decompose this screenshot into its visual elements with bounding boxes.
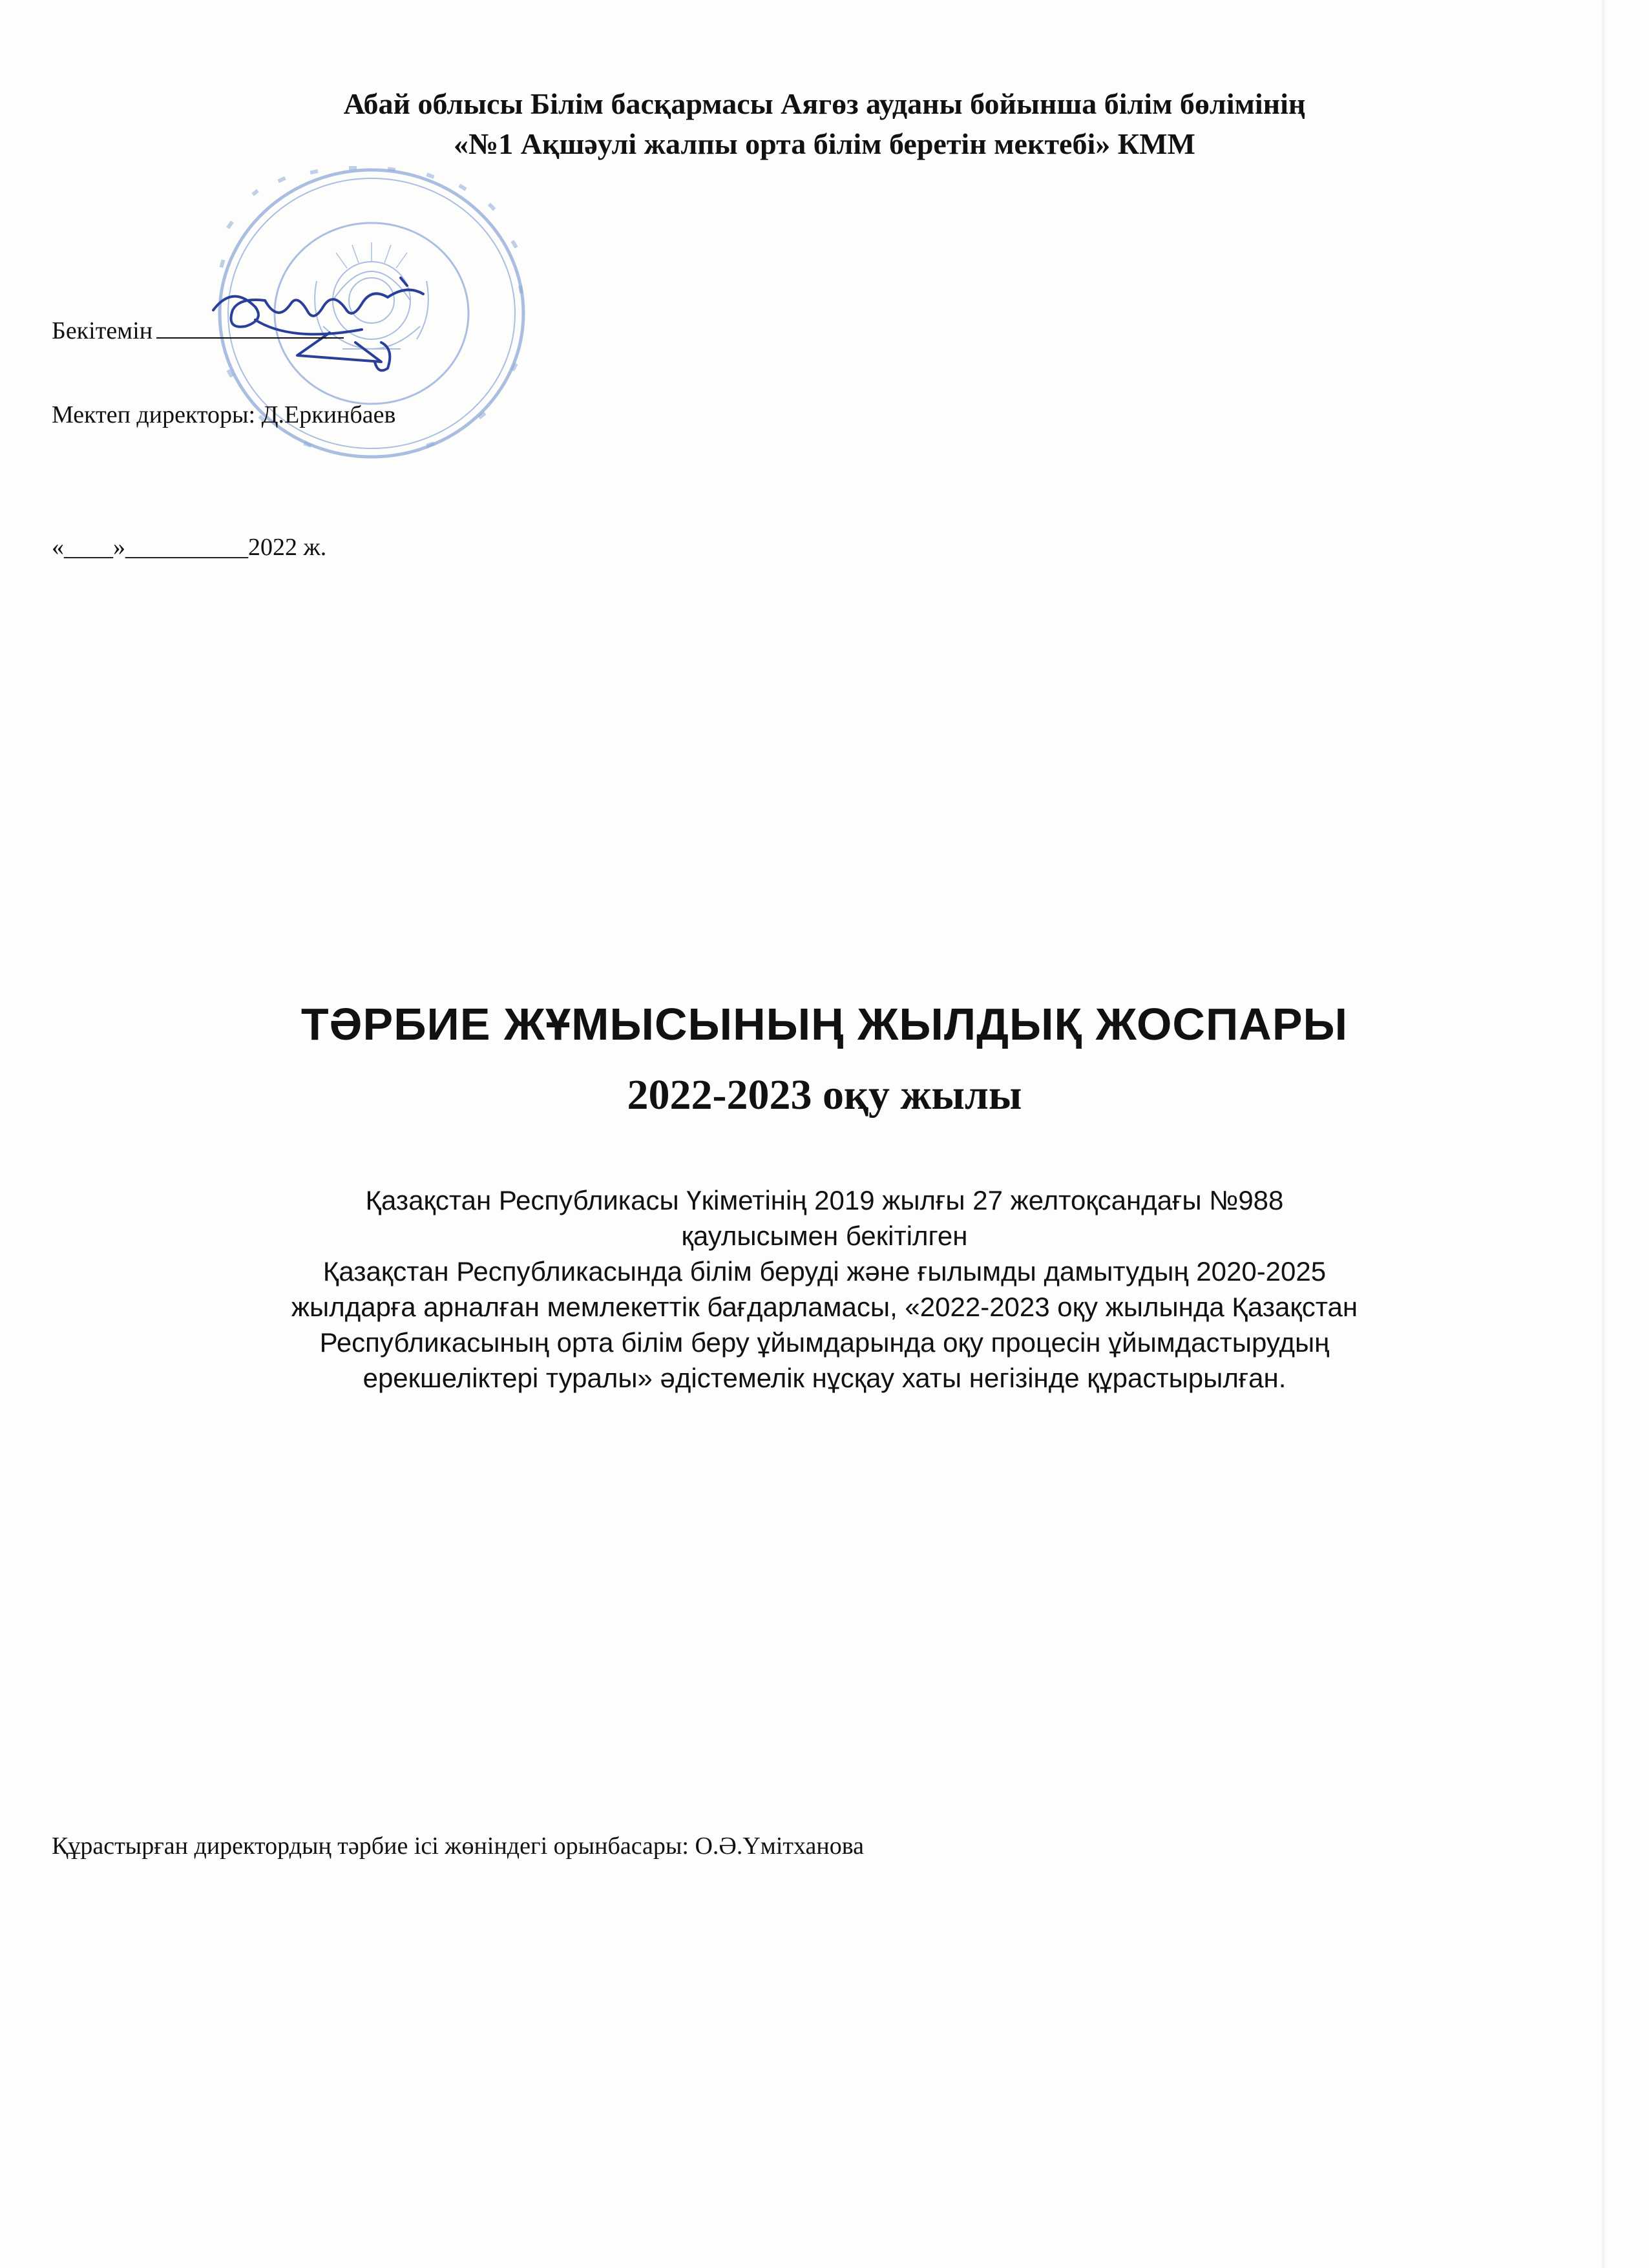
basis-line-2: қаулысымен бекітілген (681, 1221, 968, 1251)
basis-line-6: ерекшеліктері туралы» әдістемелік нұсқау хаты негізінде құрастырылған. (362, 1363, 1287, 1393)
header-line-2: «№1 Ақшәулі жалпы орта білім беретін мектебі» КММ (454, 127, 1195, 160)
approval-date: «____»__________2022 ж. (52, 534, 327, 561)
academic-year: 2022-2023 оқу жылы (627, 1071, 1022, 1118)
signature-blank (156, 318, 344, 339)
basis-line-3: Қазақстан Республикасында білім беруді және ғылымды дамытудың 2020-2025 (322, 1256, 1327, 1286)
basis-line-5: Республикасының орта білім беру ұйымдарында оқу процесін ұйымдастырудың (319, 1327, 1330, 1358)
compiler-credit: Құрастырған директордың тәрбие ісі жөніндегі орынбасары: О.Ә.Үмітханова (52, 1832, 865, 1860)
header-line-1: Абай облысы Білім басқармасы Аягөз ауданы бойынша білім бөлімінің (343, 87, 1306, 120)
legal-basis-paragraph (97, 1182, 1552, 1396)
organization-header (0, 84, 1649, 164)
basis-line-1: Қазақстан Республикасы Үкіметінің 2019 жылғы 27 желтоқсандағы №988 (365, 1185, 1284, 1215)
director-name: Мектеп директоры: Д.Еркинбаев (52, 401, 396, 428)
document-title: ТӘРБИЕ ЖҰМЫСЫНЫҢ ЖЫЛДЫҚ ЖОСПАРЫ (300, 999, 1349, 1049)
approval-line (52, 317, 344, 345)
approve-label: Бекітемін (52, 317, 153, 344)
basis-line-4: жылдарға арналған мемлекеттік бағдарламасы, «2022-2023 оқу жылында Қазақстан (291, 1292, 1358, 1322)
scan-edge-shadow (1601, 0, 1605, 2268)
